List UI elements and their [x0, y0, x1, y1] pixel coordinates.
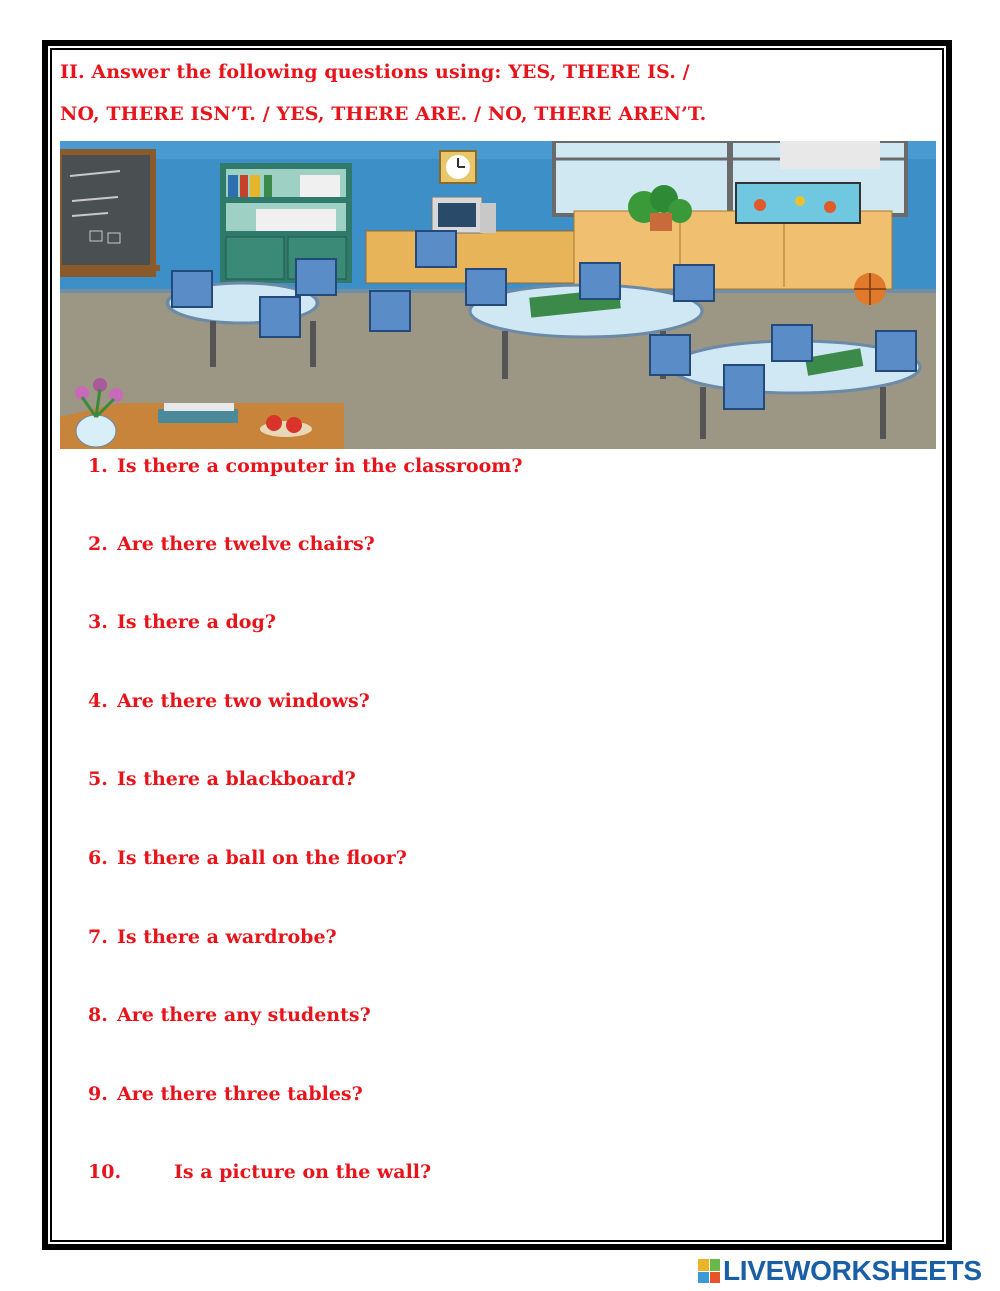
- question-number: 6.: [88, 847, 108, 869]
- question-text: Are there two windows?: [117, 690, 370, 712]
- question-number: 1.: [88, 455, 108, 477]
- question-6: [88, 847, 407, 869]
- instructions-line-1: II. Answer the following questions using: YES, THERE IS. /: [60, 61, 690, 83]
- question-1: [88, 455, 522, 477]
- question-4: [88, 690, 370, 712]
- blackboard-icon: [60, 149, 160, 277]
- question-number: 10.: [88, 1161, 122, 1183]
- clock-icon: [440, 151, 476, 183]
- question-8: [88, 1004, 371, 1026]
- logo-text: LIVEWORKSHEETS: [723, 1255, 982, 1286]
- ball-icon: [854, 273, 886, 305]
- question-text: Is there a blackboard?: [117, 768, 356, 790]
- question-text: Is there a computer in the classroom?: [117, 455, 523, 477]
- question-text: Are there any students?: [117, 1004, 371, 1026]
- question-text: Are there three tables?: [117, 1083, 363, 1105]
- question-7: [88, 926, 337, 948]
- question-9: [88, 1083, 363, 1105]
- question-text: Are there twelve chairs?: [117, 533, 375, 555]
- question-number: 4.: [88, 690, 108, 712]
- question-number: 9.: [88, 1083, 108, 1105]
- question-text: Is there a wardrobe?: [117, 926, 337, 948]
- question-number: 2.: [88, 533, 108, 555]
- question-text: Is there a dog?: [117, 611, 276, 633]
- instructions-line-2: NO, THERE ISN’T. / YES, THERE ARE. / NO, THERE AREN’T.: [60, 103, 707, 125]
- liveworksheets-logo[interactable]: [698, 1256, 982, 1286]
- question-2: [88, 533, 375, 555]
- question-text: Is a picture on the wall?: [174, 1161, 432, 1183]
- question-text: Is there a ball on the floor?: [117, 847, 407, 869]
- classroom-illustration: [60, 141, 936, 449]
- question-10: [88, 1161, 431, 1183]
- liveworksheets-logo-icon: [698, 1259, 720, 1283]
- question-5: [88, 768, 356, 790]
- question-number: 8.: [88, 1004, 108, 1026]
- question-number: 5.: [88, 768, 108, 790]
- question-number: 7.: [88, 926, 108, 948]
- question-3: [88, 611, 276, 633]
- question-number: 3.: [88, 611, 108, 633]
